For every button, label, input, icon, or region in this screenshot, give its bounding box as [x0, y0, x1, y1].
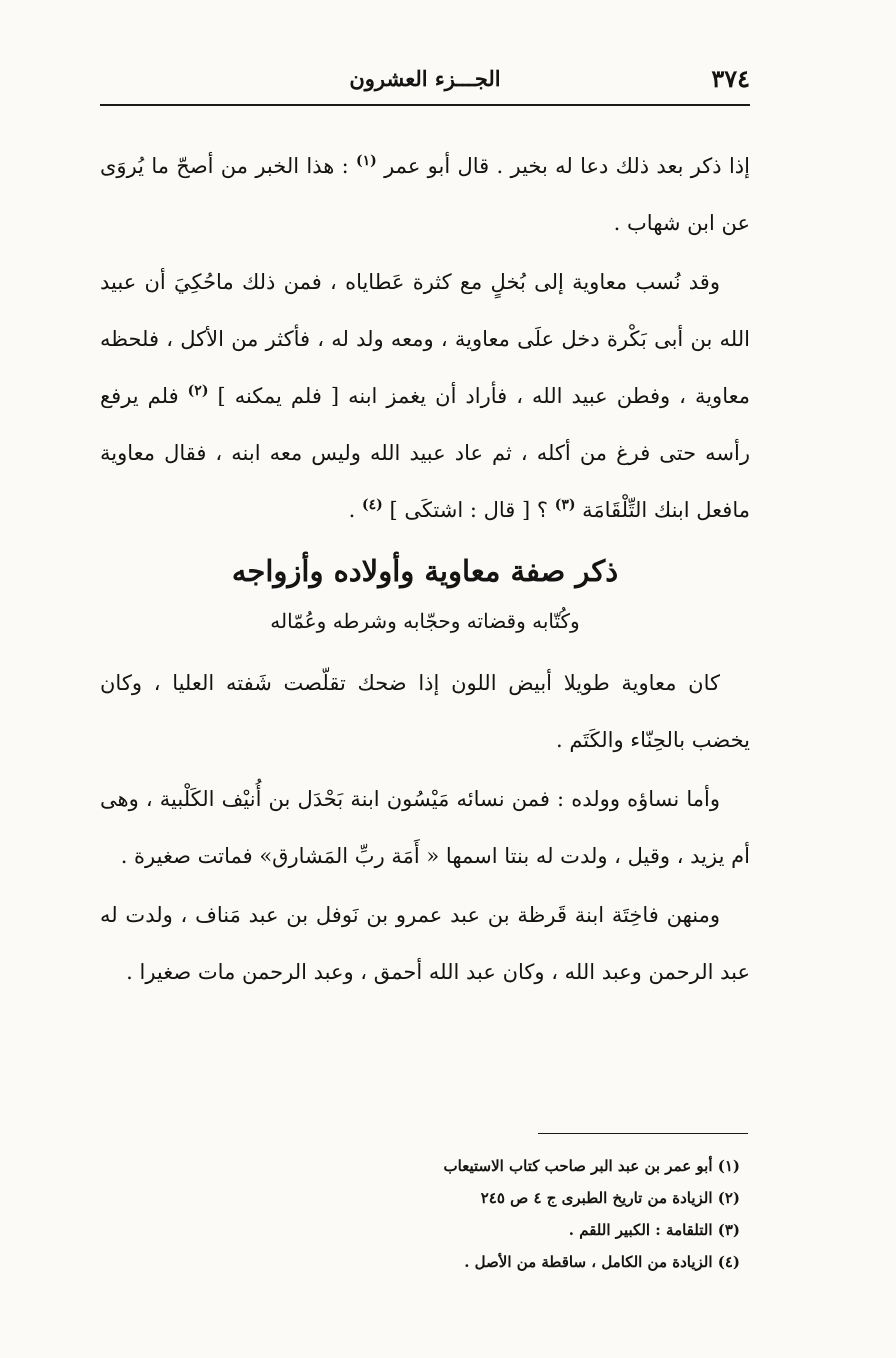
page-number: ٣٧٤: [711, 64, 750, 93]
section-title: ذكر صفة معاوية وأولاده وأزواجه: [231, 554, 619, 588]
footnote-1: (١) أبو عمر بن عبد البر صاحب كتاب الاستيعاب: [443, 1157, 740, 1175]
running-title: الجـــزء العشرون: [349, 66, 501, 91]
paragraph-1-text-b: : هذا الخبر من أصحّ ما يُروَى عن ابن شهاب .: [100, 154, 750, 235]
footnote-3: (٣) التلقامة : الكبير اللقم .: [568, 1221, 740, 1239]
paragraph-3: كان معاوية طويلا أبيض اللون إذا ضحك تقلّصت شَفته العليا ، وكان يخضب بالحِنّاء والكَتَم .: [100, 671, 750, 752]
paragraph-2-text-a: وقد نُسب معاوية إلى بُخلٍ مع كثرة عَطاياه ، فمن ذلك ماحُكِيَ أن عبيد الله بن أبى بَكْرة دخل علَى معاوية ، ومعه ولد له ، فأكثر من الأكل ، فلحظه معاوية ، وفطن عبيد الله ، فأراد أن يغمز ابنه [ فلم يمكنه ]: [100, 270, 750, 408]
footnote-2: (٢) الزيادة من تاريخ الطبرى ج ٤ ص ٢٤٥: [480, 1189, 740, 1207]
footnote-4: (٤) الزيادة من الكامل ، ساقطة من الأصل .: [464, 1253, 740, 1271]
paragraph-2-text-c: ؟ [ قال : اشتكَى ]: [389, 498, 548, 522]
footnote-divider: [538, 1133, 748, 1134]
paragraph-2: [100, 254, 750, 539]
paragraph-4: وأما نساؤه وولده : فمن نسائه مَيْسُون ابنة بَحْدَل بن أُنيْف الكَلْبية ، وهى أم يزيد ، وقيل ، ولدت له بنتا اسمها « أَمَة ربِّ المَشارق» فماتت صغيرة .: [100, 787, 750, 868]
page-header: [100, 60, 750, 106]
paragraph-2-text-d: .: [348, 498, 356, 522]
section-subtitle: وكُتّابه وقضاته وحجّابه وشرطه وعُمّاله: [270, 609, 580, 633]
footnote-ref-1: (١): [356, 153, 377, 169]
footnote-ref-3: (٣): [554, 497, 576, 513]
paragraph-5: ومنهن فاخِتَة ابنة قَرظة بن عبد عمرو بن نَوفل بن عبد مَناف ، ولدت له عبد الرحمن وعبد الله ، وكان عبد الله أحمق ، وعبد الرحمن مات صغيرا .: [100, 903, 750, 984]
paragraph-1: [100, 138, 750, 252]
footnote-ref-4: (٤): [361, 497, 383, 513]
paragraph-2-text-b: فلم يرفع رأسه حتى فرغ من أكله ، ثم عاد عبيد الله وليس معه ابنه ، فقال معاوية مافعل ابنك التِّلْقَامَة: [100, 384, 750, 522]
main-text: [100, 138, 750, 1001]
paragraph-1-text-a: إذا ذكر بعد ذلك دعا له بخير . قال أبو عمر: [384, 154, 750, 178]
footnotes: [340, 1150, 740, 1278]
footnote-ref-2: (٢): [187, 383, 209, 399]
